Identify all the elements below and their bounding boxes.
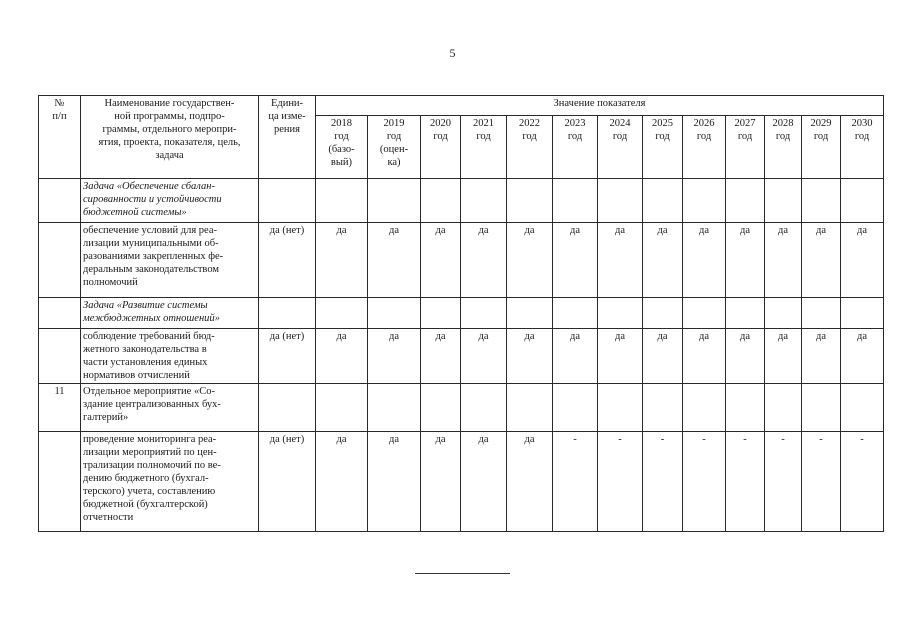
row-name: Задача «Развитие системы межбюджетных отношений» bbox=[81, 298, 259, 329]
row-value: да bbox=[507, 223, 553, 298]
table-row bbox=[39, 298, 884, 329]
row-value bbox=[726, 384, 765, 432]
row-value bbox=[726, 179, 765, 223]
row-value bbox=[802, 179, 841, 223]
row-value bbox=[461, 298, 507, 329]
row-value: - bbox=[726, 432, 765, 532]
table-row bbox=[39, 432, 884, 532]
row-value: да bbox=[507, 329, 553, 384]
row-value bbox=[368, 298, 421, 329]
indicator-table bbox=[38, 95, 884, 532]
row-value bbox=[553, 179, 598, 223]
row-value: да bbox=[802, 223, 841, 298]
table-row bbox=[39, 223, 884, 298]
row-value bbox=[841, 179, 884, 223]
row-value bbox=[507, 384, 553, 432]
row-value bbox=[421, 298, 461, 329]
row-value bbox=[765, 179, 802, 223]
row-unit: да (нет) bbox=[259, 432, 316, 532]
row-value bbox=[421, 384, 461, 432]
row-value: да bbox=[316, 223, 368, 298]
row-value: да bbox=[726, 329, 765, 384]
table-header bbox=[39, 96, 884, 179]
row-value: да bbox=[841, 329, 884, 384]
row-number bbox=[39, 179, 81, 223]
row-unit: да (нет) bbox=[259, 329, 316, 384]
row-value: да bbox=[461, 329, 507, 384]
row-value: - bbox=[802, 432, 841, 532]
header-year: 2025 год bbox=[643, 116, 683, 179]
row-name: проведение мониторинга реа- лизации мероприятий по цен- трализации полномочий по ве- дению бюджетного (бухгал- терского) учета, составлению бюджетной (бухгалтерской) отчетности bbox=[81, 432, 259, 532]
row-value: да bbox=[507, 432, 553, 532]
row-value: да bbox=[765, 223, 802, 298]
row-value: да bbox=[421, 432, 461, 532]
row-number bbox=[39, 432, 81, 532]
row-value: да bbox=[643, 223, 683, 298]
row-value: да bbox=[368, 223, 421, 298]
row-value: да bbox=[683, 223, 726, 298]
header-year: 2024 год bbox=[598, 116, 643, 179]
row-number: 11 bbox=[39, 384, 81, 432]
row-name: Задача «Обеспечение сбалан- сированности и устойчивости бюджетной системы» bbox=[81, 179, 259, 223]
row-value bbox=[683, 298, 726, 329]
row-value bbox=[802, 298, 841, 329]
row-value: да bbox=[598, 223, 643, 298]
row-value: - bbox=[841, 432, 884, 532]
row-value: да bbox=[726, 223, 765, 298]
row-value bbox=[421, 179, 461, 223]
row-value bbox=[726, 298, 765, 329]
row-number bbox=[39, 329, 81, 384]
header-unit: Едини- ца изме- рения bbox=[259, 96, 316, 179]
row-unit bbox=[259, 384, 316, 432]
header-year: 2023 год bbox=[553, 116, 598, 179]
row-value: да bbox=[553, 329, 598, 384]
header-year: 2018 год (базо- вый) bbox=[316, 116, 368, 179]
row-number bbox=[39, 298, 81, 329]
row-value: да bbox=[316, 432, 368, 532]
row-value: да bbox=[683, 329, 726, 384]
row-value: - bbox=[765, 432, 802, 532]
header-year: 2021 год bbox=[461, 116, 507, 179]
row-value: - bbox=[553, 432, 598, 532]
row-value: да bbox=[316, 329, 368, 384]
header-row bbox=[39, 96, 884, 116]
row-value: да bbox=[368, 329, 421, 384]
row-unit bbox=[259, 298, 316, 329]
header-year: 2020 год bbox=[421, 116, 461, 179]
row-value bbox=[507, 179, 553, 223]
row-value bbox=[507, 298, 553, 329]
row-value bbox=[643, 179, 683, 223]
row-value bbox=[643, 298, 683, 329]
page-number: 5 bbox=[449, 46, 456, 60]
row-value bbox=[316, 384, 368, 432]
header-values-title: Значение показателя bbox=[316, 96, 884, 116]
header-year: 2027 год bbox=[726, 116, 765, 179]
row-value: да bbox=[461, 432, 507, 532]
row-value: да bbox=[598, 329, 643, 384]
table-row bbox=[39, 329, 884, 384]
row-value bbox=[368, 384, 421, 432]
row-value bbox=[765, 298, 802, 329]
row-value bbox=[553, 384, 598, 432]
row-value bbox=[841, 298, 884, 329]
row-value bbox=[598, 298, 643, 329]
header-year: 2022 год bbox=[507, 116, 553, 179]
header-year: 2030 год bbox=[841, 116, 884, 179]
row-name: Отдельное мероприятие «Со- здание централизованных бух- галтерий» bbox=[81, 384, 259, 432]
row-value bbox=[368, 179, 421, 223]
row-value: да bbox=[841, 223, 884, 298]
row-value: - bbox=[643, 432, 683, 532]
header-name: Наименование государствен- ной программы, подпро- граммы, отдельного меропри- ятия, проекта, показателя, цель, задача bbox=[81, 96, 259, 179]
row-value: да bbox=[553, 223, 598, 298]
row-value: да bbox=[461, 223, 507, 298]
row-value bbox=[316, 179, 368, 223]
row-value bbox=[643, 384, 683, 432]
row-value bbox=[553, 298, 598, 329]
row-value bbox=[802, 384, 841, 432]
table-row bbox=[39, 384, 884, 432]
row-value: да bbox=[368, 432, 421, 532]
row-unit: да (нет) bbox=[259, 223, 316, 298]
row-name: обеспечение условий для реа- лизации муниципальными об- разованиями закрепленных фе- деральным законодательством полномочий bbox=[81, 223, 259, 298]
row-value: да bbox=[765, 329, 802, 384]
row-name: соблюдение требований бюд- жетного законодательства в части установления единых нормативов отчислений bbox=[81, 329, 259, 384]
row-value bbox=[683, 179, 726, 223]
table-body bbox=[39, 179, 884, 532]
row-unit bbox=[259, 179, 316, 223]
row-value bbox=[598, 384, 643, 432]
row-value: да bbox=[421, 223, 461, 298]
header-num: № п/п bbox=[39, 96, 81, 179]
row-value: да bbox=[802, 329, 841, 384]
row-value: - bbox=[598, 432, 643, 532]
table-row bbox=[39, 179, 884, 223]
row-value: да bbox=[421, 329, 461, 384]
header-year: 2029 год bbox=[802, 116, 841, 179]
header-year: 2026 год bbox=[683, 116, 726, 179]
row-value bbox=[598, 179, 643, 223]
row-number bbox=[39, 223, 81, 298]
header-year: 2019 год (оцен- ка) bbox=[368, 116, 421, 179]
row-value bbox=[683, 384, 726, 432]
header-year: 2028 год bbox=[765, 116, 802, 179]
footer-divider bbox=[415, 573, 510, 574]
row-value bbox=[841, 384, 884, 432]
row-value bbox=[316, 298, 368, 329]
row-value bbox=[461, 384, 507, 432]
row-value bbox=[765, 384, 802, 432]
row-value bbox=[461, 179, 507, 223]
row-value: да bbox=[643, 329, 683, 384]
row-value: - bbox=[683, 432, 726, 532]
